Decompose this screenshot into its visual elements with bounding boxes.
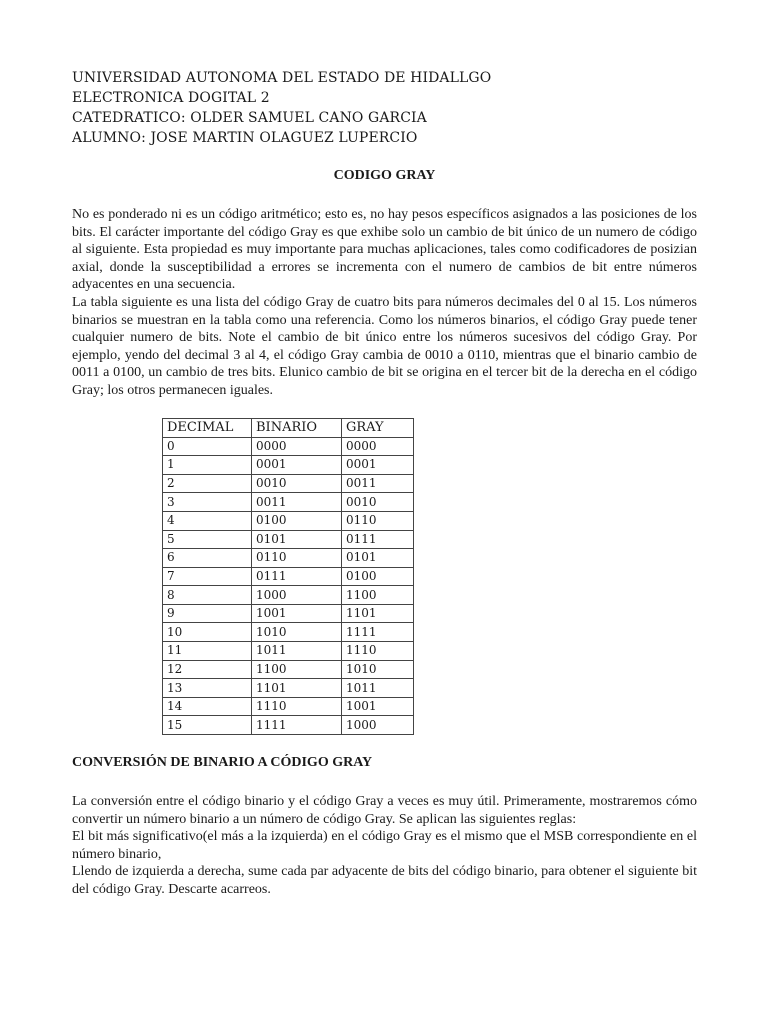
cell-decimal: 0 [163,437,252,456]
cell-binario: 1100 [252,660,342,679]
header-gray: GRAY [342,418,414,437]
table-row [163,660,414,679]
cell-decimal: 10 [163,623,252,642]
table-row [163,530,414,549]
cell-decimal: 9 [163,604,252,623]
table-row [163,474,414,493]
cell-binario: 1010 [252,623,342,642]
cell-decimal: 15 [163,716,252,735]
header-teacher: CATEDRATICO: OLDER SAMUEL CANO GARCIA [72,110,427,126]
cell-binario: 1011 [252,642,342,661]
cell-gray: 0000 [342,437,414,456]
header-course: ELECTRONICA DOGITAL 2 [72,90,270,106]
cell-gray: 1010 [342,660,414,679]
table-row [163,437,414,456]
cell-binario: 0100 [252,511,342,530]
cell-binario: 0011 [252,493,342,512]
cell-decimal: 8 [163,586,252,605]
paragraph-rule-msb: El bit más significativo(el más a la izquierda) en el código Gray es el mismo que el MSB correspondiente en el número binario, [72,829,697,862]
cell-gray: 1000 [342,716,414,735]
table-row [163,697,414,716]
cell-gray: 1101 [342,604,414,623]
cell-gray: 1001 [342,697,414,716]
gray-code-table [162,418,414,736]
cell-gray: 1011 [342,679,414,698]
table-row [163,623,414,642]
cell-gray: 0110 [342,511,414,530]
table-row [163,679,414,698]
table-row [163,604,414,623]
table-row [163,642,414,661]
document-title: CODIGO GRAY [333,168,436,183]
cell-decimal: 1 [163,456,252,475]
table-row [163,586,414,605]
table-row [163,493,414,512]
header-student: ALUMNO: JOSE MARTIN OLAGUEZ LUPERCIO [72,130,418,146]
cell-decimal: 6 [163,549,252,568]
cell-binario: 1001 [252,604,342,623]
table-row [163,456,414,475]
cell-decimal: 14 [163,697,252,716]
paragraph-intro: No es ponderado ni es un código aritmético; esto es, no hay pesos específicos asignados a las posiciones de los bits. El carácter importante del código Gray es que exhibe solo un cambio de bit único de un numero de código al siguiente. Esta propiedad es muy importante para muchas aplicaciones, tales como codificadores de posizian axial, donde la susceptibilidad a errores se incrementa con el numero de cambios de bit entre números adyacentes en una secuencia. [72,207,697,293]
cell-binario: 1110 [252,697,342,716]
table-body [163,437,414,735]
cell-binario: 0000 [252,437,342,456]
cell-gray: 0011 [342,474,414,493]
cell-gray: 0101 [342,549,414,568]
cell-binario: 0110 [252,549,342,568]
cell-gray: 0100 [342,567,414,586]
document-page [72,68,697,899]
table-row [163,567,414,586]
cell-decimal: 7 [163,567,252,586]
cell-gray: 0001 [342,456,414,475]
cell-binario: 0010 [252,474,342,493]
paragraph-table-description: La tabla siguiente es una lista del código Gray de cuatro bits para números decimales del 0 al 15. Los números binarios se muestran en la tabla como una referencia. Como los números binarios, el código Gray puede tener cualquier numero de bits. Note el cambio de bit único entre los números sucesivos del código Gray. Por ejemplo, yendo del decimal 3 al 4, el código Gray cambia de 0010 a 0110, mientras que el binario cambio de 0011 a 0100, un cambio de tres bits. Elunico cambio de bit se origina en el tercer bit de la derecha en el código Gray; los otros permanecen iguales. [72,294,697,398]
cell-binario: 1111 [252,716,342,735]
cell-decimal: 11 [163,642,252,661]
header-binario: BINARIO [252,418,342,437]
cell-binario: 1101 [252,679,342,698]
table-row [163,511,414,530]
cell-binario: 0001 [252,456,342,475]
paragraph-conversion-intro: La conversión entre el código binario y el código Gray a veces es muy útil. Primeramente, mostraremos cómo convertir un número binario a un número de código Gray. Se aplican las siguientes reglas: [72,794,697,827]
cell-binario: 0101 [252,530,342,549]
cell-binario: 1000 [252,586,342,605]
cell-gray: 1111 [342,623,414,642]
table-header-row [163,418,414,437]
cell-gray: 0010 [342,493,414,512]
header-university: UNIVERSIDAD AUTONOMA DEL ESTADO DE HIDALLGO [72,70,492,86]
cell-gray: 1110 [342,642,414,661]
table-row [163,549,414,568]
cell-decimal: 5 [163,530,252,549]
cell-gray: 1100 [342,586,414,605]
header-decimal: DECIMAL [163,418,252,437]
cell-decimal: 13 [163,679,252,698]
table-row [163,716,414,735]
section-title-conversion: CONVERSIÓN DE BINARIO A CÓDIGO GRAY [72,755,373,771]
cell-decimal: 12 [163,660,252,679]
paragraph-rule-adjacent: Llendo de izquierda a derecha, sume cada par adyacente de bits del código binario, para obtener el siguiente bit del código Gray. Descarte acarreos. [72,864,697,897]
cell-decimal: 4 [163,511,252,530]
cell-gray: 0111 [342,530,414,549]
cell-binario: 0111 [252,567,342,586]
cell-decimal: 2 [163,474,252,493]
cell-decimal: 3 [163,493,252,512]
